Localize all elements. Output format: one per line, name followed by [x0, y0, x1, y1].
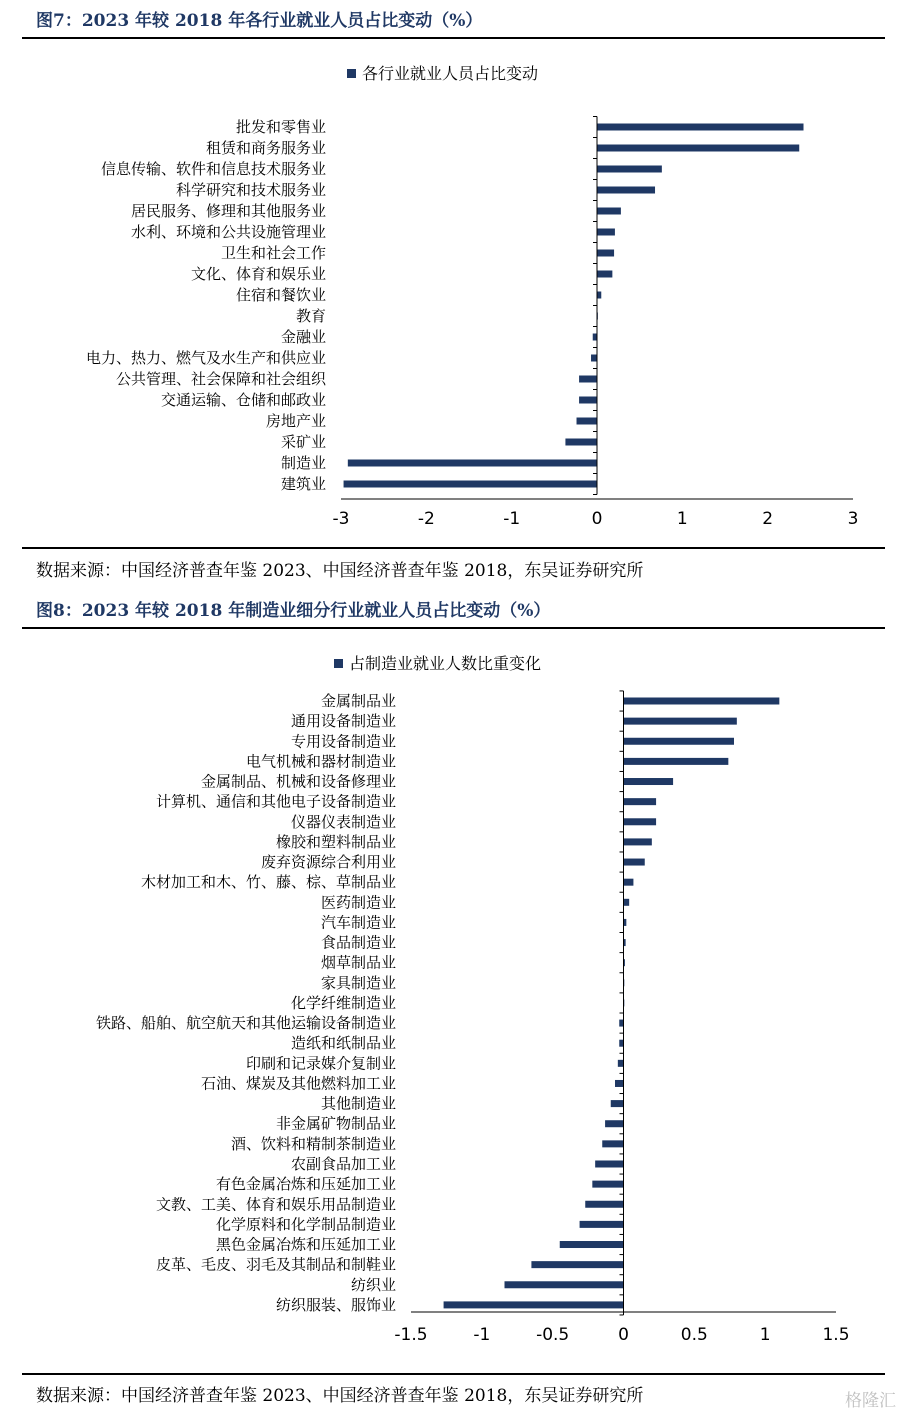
chart2-bar	[618, 1060, 624, 1067]
chart1-legend-swatch	[347, 69, 356, 78]
chart2-bar	[585, 1201, 623, 1208]
chart1-category-label: 信息传输、软件和信息技术服务业	[100, 160, 326, 178]
chart1-x-tick-label: -2	[417, 509, 435, 529]
chart2-bar	[624, 859, 645, 866]
chart2-category-label: 酒、饮料和精制茶制造业	[230, 1134, 396, 1153]
chart1-category-label: 水利、环境和公共设施管理业	[130, 223, 326, 241]
chart1-category-label: 科学研究和技术服务业	[175, 181, 326, 199]
chart2-bar	[611, 1100, 624, 1107]
chart1-bar	[597, 166, 662, 173]
figure8-source: 数据来源：中国经济普查年鉴 2023、中国经济普查年鉴 2018，东吴证券研究所	[36, 1386, 644, 1406]
chart2-category-label: 造纸和纸制品业	[290, 1034, 396, 1053]
chart1-bar	[348, 460, 597, 467]
chart1-x-tick-label: 0	[591, 509, 603, 529]
chart2-category-label: 食品制造业	[320, 933, 396, 952]
chart1-legend-label: 各行业就业人员占比变动	[362, 64, 539, 83]
chart2-category-label: 家具制造业	[320, 973, 396, 992]
chart1-category-label: 租赁和商务服务业	[205, 139, 326, 157]
chart1-bar	[597, 187, 655, 194]
chart1-x-tick-label: -1	[503, 509, 521, 529]
chart2-category-label: 有色金属冶炼和压延加工业	[215, 1175, 396, 1194]
chart2-category-label: 电气机械和器材制造业	[245, 752, 396, 771]
chart2-bar	[605, 1120, 623, 1127]
chart2-category-label: 汽车制造业	[320, 913, 396, 932]
figure7-chart	[0, 40, 906, 545]
chart2-category-label: 专用设备制造业	[290, 732, 396, 751]
chart2-bar	[595, 1160, 623, 1167]
chart1-x-tick-label: 2	[762, 509, 774, 529]
chart2-category-label: 非金属矿物制品业	[275, 1114, 396, 1133]
chart2-category-label: 其他制造业	[320, 1094, 396, 1113]
chart1-category-label: 卫生和社会工作	[220, 244, 326, 262]
figure8-chart	[0, 630, 906, 1370]
chart1-bar	[597, 250, 614, 257]
chart2-bar	[619, 1040, 623, 1047]
chart1-bar	[579, 376, 597, 383]
chart1-bar	[597, 271, 612, 278]
chart1-bar	[597, 292, 601, 299]
chart2-x-tick-label: 0	[618, 1325, 629, 1345]
chart1-category-label: 交通运输、仓储和邮政业	[160, 391, 326, 409]
chart2-category-label: 文教、工美、体育和娱乐用品制造业	[155, 1195, 396, 1214]
chart2-category-label: 金属制品业	[320, 692, 396, 710]
chart2-category-label: 化学原料和化学制品制造业	[215, 1215, 396, 1234]
chart2-category-label: 皮革、毛皮、羽毛及其制品和制鞋业	[155, 1255, 396, 1274]
chart1-category-label: 居民服务、修理和其他服务业	[130, 202, 326, 220]
chart2-bar	[624, 758, 729, 765]
chart2-category-label: 计算机、通信和其他电子设备制造业	[155, 792, 396, 811]
chart2-x-tick-label: -1.5	[394, 1325, 428, 1345]
chart2-bar	[624, 698, 780, 705]
figure7-title: 图7：2023 年较 2018 年各行业就业人员占比变动（%）	[36, 11, 483, 31]
chart2-category-label: 纺织服装、服饰业	[275, 1295, 396, 1314]
chart2-category-label: 橡胶和塑料制品业	[275, 832, 396, 851]
chart2-category-label: 烟草制品业	[320, 953, 396, 972]
chart2-bar	[624, 778, 674, 785]
chart1-category-label: 批发和零售业	[235, 118, 326, 136]
chart1-category-label: 房地产业	[265, 412, 326, 430]
chart1-x-tick-label: 3	[847, 509, 859, 529]
chart2-x-tick-label: 1	[759, 1325, 771, 1345]
chart1-category-label: 教育	[295, 307, 326, 325]
chart2-category-label: 石油、煤炭及其他燃料加工业	[200, 1074, 396, 1093]
chart2-bar	[619, 1020, 623, 1027]
chart1-category-label: 金融业	[280, 328, 326, 346]
chart1-bar	[593, 334, 597, 341]
chart2-category-label: 铁路、船舶、航空航天和其他运输设备制造业	[95, 1014, 396, 1033]
chart1-bar	[597, 124, 804, 131]
chart2-bar	[624, 899, 630, 906]
chart2-legend-label: 占制造业就业人数比重变化	[349, 654, 542, 673]
figure8-top-rule	[22, 627, 885, 629]
chart1-category-label: 公共管理、社会保障和社会组织	[115, 370, 326, 388]
watermark-logo: 格隆汇	[845, 1391, 896, 1411]
chart1-bar	[579, 397, 597, 404]
figure8-title: 图8：2023 年较 2018 年制造业细分行业就业人员占比变动（%）	[36, 601, 551, 621]
chart2-bar	[580, 1221, 624, 1228]
chart1-bar	[597, 145, 799, 152]
chart2-category-label: 通用设备制造业	[290, 712, 396, 731]
figure7-bottom-rule	[22, 547, 885, 549]
chart2-category-label: 黑色金属冶炼和压延加工业	[215, 1235, 396, 1254]
chart1-bar	[565, 439, 597, 446]
figure7-source: 数据来源：中国经济普查年鉴 2023、中国经济普查年鉴 2018，东吴证券研究所	[36, 561, 644, 581]
chart2-category-label: 化学纤维制造业	[290, 993, 396, 1012]
chart2-category-label: 仪器仪表制造业	[290, 812, 396, 831]
chart2-x-tick-label: -1	[473, 1325, 491, 1345]
chart2-bar	[624, 838, 652, 845]
chart2-x-tick-label: 0.5	[680, 1325, 708, 1345]
chart1-category-label: 采矿业	[280, 433, 326, 451]
chart2-category-label: 医药制造业	[320, 893, 396, 912]
chart2-legend-swatch	[334, 659, 343, 668]
chart2-bar	[624, 718, 737, 725]
chart2-bar	[615, 1080, 624, 1087]
chart2-bar	[505, 1281, 624, 1288]
chart2-category-label: 废弃资源综合利用业	[260, 853, 396, 872]
chart2-category-label: 印刷和记录媒介复制业	[245, 1054, 396, 1073]
chart1-bar	[577, 418, 597, 425]
chart1-bar	[591, 355, 597, 362]
chart1-bar	[597, 208, 621, 215]
figure7-top-rule	[22, 37, 885, 39]
chart2-bar	[602, 1140, 623, 1147]
chart2-bar	[624, 818, 657, 825]
chart1-category-label: 住宿和餐饮业	[235, 286, 326, 304]
chart1-x-tick-label: -3	[332, 509, 350, 529]
chart1-category-label: 制造业	[280, 454, 326, 472]
chart2-category-label: 农副食品加工业	[290, 1154, 396, 1173]
chart1-bar	[597, 229, 615, 236]
chart1-x-tick-label: 1	[676, 509, 688, 529]
chart2-bar	[624, 798, 657, 805]
chart2-bar	[531, 1261, 623, 1268]
chart2-bar	[624, 879, 634, 886]
chart1-category-label: 电力、热力、燃气及水生产和供应业	[85, 349, 326, 367]
chart2-bar	[592, 1181, 623, 1188]
chart2-category-label: 木材加工和木、竹、藤、棕、草制品业	[140, 873, 396, 892]
chart2-x-tick-label: -0.5	[536, 1325, 570, 1345]
chart1-category-label: 文化、体育和娱乐业	[190, 265, 326, 283]
chart2-bar	[560, 1241, 624, 1248]
chart2-bar	[444, 1301, 624, 1308]
chart2-category-label: 金属制品、机械和设备修理业	[200, 772, 396, 791]
chart2-category-label: 纺织业	[350, 1275, 396, 1294]
chart1-bar	[344, 481, 597, 488]
chart2-bar	[624, 738, 735, 745]
chart1-category-label: 建筑业	[280, 475, 326, 493]
chart2-x-tick-label: 1.5	[822, 1325, 850, 1345]
figure8-bottom-rule	[22, 1373, 885, 1375]
